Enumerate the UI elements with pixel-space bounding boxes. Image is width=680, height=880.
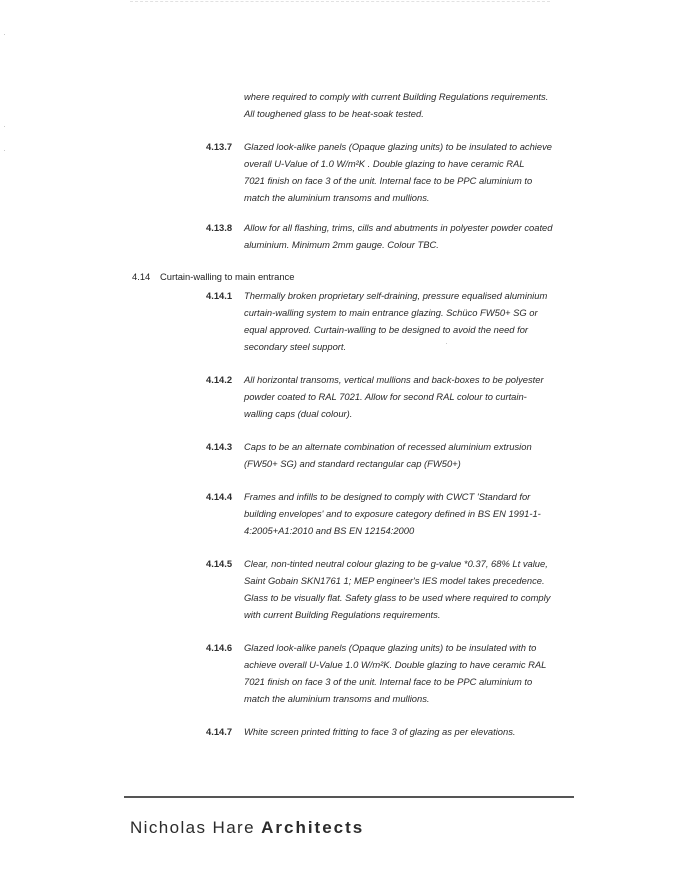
clause-line: Glazed look-alike panels (Opaque glazing units) to be insulated to achieve — [244, 141, 553, 152]
clause-line: building envelopes' and to exposure category defined in BS EN 1991-1- — [244, 508, 541, 519]
clause-text — [244, 438, 560, 472]
clause-number: 4.14.6 — [206, 642, 233, 653]
clause-number: 4.14.5 — [206, 558, 233, 569]
clause-line: with current Building Regulations requirements. — [244, 609, 441, 620]
section-title: Curtain-walling to main entrance — [160, 271, 295, 282]
clause-line: Glass to be visually flat. Safety glass to be used where required to comply — [244, 592, 551, 603]
clause-line: match the aluminium transoms and mullions. — [244, 693, 430, 704]
clause-text — [244, 639, 560, 707]
brand-name-regular: Nicholas Hare — [130, 818, 255, 837]
clause-line: overall U-Value of 1.0 W/m²K . Double glazing to have ceramic RAL — [244, 158, 525, 169]
section-heading — [132, 268, 432, 285]
margin-speck — [4, 34, 5, 35]
clause-line: match the aluminium transoms and mullions. — [244, 192, 430, 203]
clause-text — [244, 371, 560, 422]
clause-number: 4.13.8 — [206, 222, 233, 233]
clause-number: 4.14.1 — [206, 290, 233, 301]
clause-line: Frames and infills to be designed to comply with CWCT 'Standard for — [244, 491, 531, 502]
clause-line: curtain-walling system to main entrance glazing. Schüco FW50+ SG or — [244, 307, 538, 318]
clause-text — [244, 723, 560, 740]
margin-speck — [4, 150, 5, 151]
clause-line: 7021 finish on face 3 of the unit. Internal face to be PPC aluminium to — [244, 676, 533, 687]
clause-line: Clear, non-tinted neutral colour glazing to be g-value *0.37, 68% Lt value, — [244, 558, 548, 569]
clause-line: secondary steel support. — [244, 341, 347, 352]
clause-line: Saint Gobain SKN1761 1; MEP engineer's IES model takes precedence. — [244, 575, 545, 586]
clause-line: White screen printed fritting to face 3 of glazing as per elevations. — [244, 726, 516, 737]
clause-text — [244, 138, 560, 206]
clause-line: 7021 finish on face 3 of the unit. Internal face to be PPC aluminium to — [244, 175, 533, 186]
clause-number: 4.14.3 — [206, 441, 233, 452]
clause-number: 4.14.4 — [206, 491, 233, 502]
clause-line: Thermally broken proprietary self-draining, pressure equalised aluminium — [244, 290, 548, 301]
clause-line: (FW50+ SG) and standard rectangular cap (FW50+) — [244, 458, 461, 469]
clause-line: Caps to be an alternate combination of recessed aluminium extrusion — [244, 441, 532, 452]
continuation-line: All toughened glass to be heat-soak tested. — [244, 108, 424, 119]
brand-name-bold: Architects — [261, 818, 365, 837]
clause-line: Glazed look-alike panels (Opaque glazing units) to be insulated with to — [244, 642, 537, 653]
clause-number: 4.14.7 — [206, 726, 233, 737]
clause-line: 4:2005+A1:2010 and BS EN 12154:2000 — [244, 525, 415, 536]
clause-line: Allow for all flashing, trims, cills and abutments in polyester powder coated — [244, 222, 553, 233]
clause-line: achieve overall U-Value 1.0 W/m²K. Double glazing to have ceramic RAL — [244, 659, 547, 670]
section-number: 4.14 — [132, 271, 151, 282]
footer-brand — [130, 818, 530, 838]
clause-number: 4.14.2 — [206, 374, 233, 385]
margin-speck — [4, 126, 5, 127]
top-edge-rule — [130, 1, 550, 2]
clause-text — [244, 555, 560, 623]
continuation-line: where required to comply with current Building Regulations requirements. — [244, 91, 549, 102]
clause-text — [244, 287, 560, 355]
clause-text — [244, 488, 560, 539]
clause-line: powder coated to RAL 7021. Allow for second RAL colour to curtain- — [244, 391, 527, 402]
clause-line: aluminium. Minimum 2mm gauge. Colour TBC. — [244, 239, 439, 250]
clause-line: All horizontal transoms, vertical mullions and back-boxes to be polyester — [244, 374, 544, 385]
clause-number: 4.13.7 — [206, 141, 233, 152]
clause-line: walling caps (dual colour). — [244, 408, 353, 419]
continuation-text — [244, 88, 564, 122]
clause-line: equal approved. Curtain-walling to be designed to avoid the need for — [244, 324, 529, 335]
clause-text — [244, 219, 560, 253]
footer-rule — [124, 796, 574, 798]
